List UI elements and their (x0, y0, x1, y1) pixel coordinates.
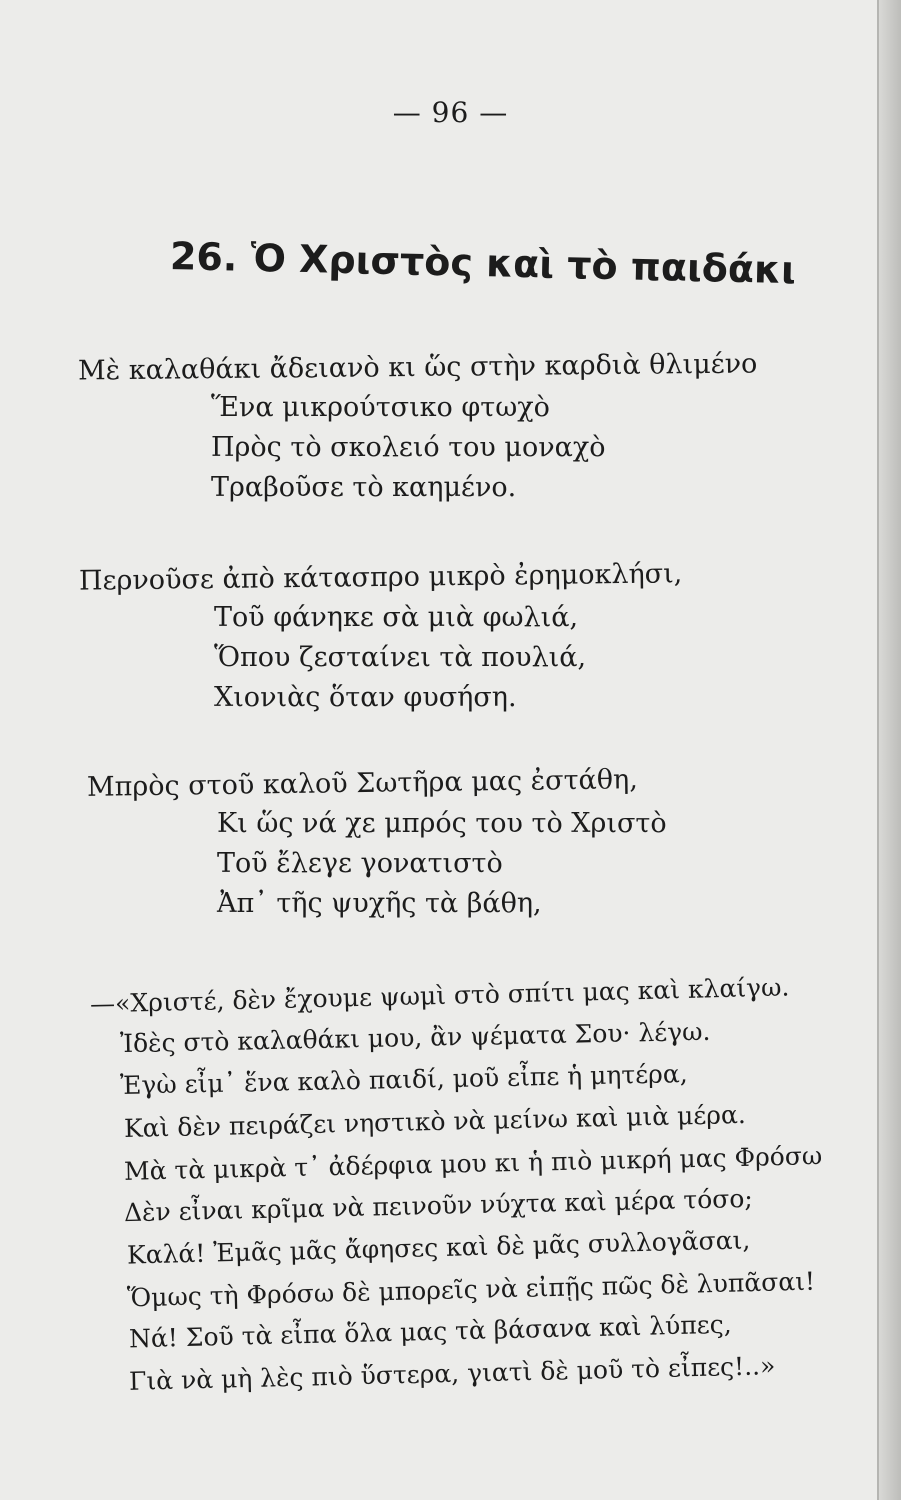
poem-line: Ἀπ᾽ τῆς ψυχῆς τὰ βάθη, (217, 888, 542, 919)
poem-line: Ὅπου ζεσταίνει τὰ πουλιά, (214, 642, 587, 673)
poem-line: Τοῦ φάνηκε σὰ μιὰ φωλιά, (214, 602, 579, 633)
poem-line: Τραβοῦσε τὸ καημένο. (211, 472, 517, 503)
poem-line: Ὅμως τὴ Φρόσω δὲ μπορεῖς νὰ εἰπῇς πῶς δὲ λυπᾶσαι! (126, 1266, 816, 1313)
poem-line: Καλά! Ἐμᾶς μᾶς ἄφησες καὶ δὲ μᾶς συλλογᾶσαι, (126, 1225, 751, 1270)
page-edge-shadow (877, 0, 901, 1500)
poem-line: Καὶ δὲν πειράζει νηστικὸ νὰ μείνω καὶ μιὰ μέρα. (123, 1099, 747, 1144)
poem-line: —«Χριστέ, δὲν ἔχουμε ψωμὶ στὸ σπίτι μας καὶ κλαίγω. (89, 972, 790, 1019)
poem-line: Γιὰ νὰ μὴ λὲς πιὸ ὕστερα, γιατὶ δὲ μοῦ τὸ εἶπες!..» (128, 1351, 776, 1396)
poem-line: Ἰδὲς στὸ καλαθάκι μου, ἂν ψέματα Σου· λέγω. (119, 1016, 711, 1059)
poem-line: Πρὸς τὸ σκολειό του μοναχὸ (211, 432, 606, 463)
poem-line: Μὰ τὰ μικρὰ τ᾽ ἀδέρφια μου κι ἡ πιὸ μικρή μας Φρόσω (123, 1141, 823, 1186)
poem-line: Μπρὸς στοῦ καλοῦ Σωτῆρα μας ἐστάθη, (86, 764, 638, 803)
page-number: — 96 — (392, 96, 509, 129)
poem-line: Χιονιὰς ὅταν φυσήση. (214, 682, 517, 713)
poem-line: Τοῦ ἔλεγε γονατιστὸ (217, 848, 503, 879)
poem-line: Δὲν εἶναι κρῖμα νὰ πεινοῦν νύχτα καὶ μέρα τόσο; (123, 1183, 754, 1228)
poem-line: Κι ὥς νά χε μπρός του τὸ Χριστὸ (217, 808, 667, 839)
poem-line: Περνοῦσε ἀπὸ κάτασπρο μικρὸ ἐρημοκλήσι, (78, 558, 683, 597)
poem-line: Ἕνα μικρούτσικο φτωχὸ (211, 392, 550, 423)
poem-line: Μὲ καλαθάκι ἄδειανὸ κι ὥς στὴν καρδιὰ θλιμένο (77, 348, 758, 387)
poem-title: 26. Ὁ Χριστὸς καὶ τὸ παιδάκι (169, 234, 797, 293)
poem-line: Ἐγὼ εἶμ᾽ ἕνα καλὸ παιδί, μοῦ εἶπε ἡ μητέρα, (119, 1059, 688, 1100)
poem-line: Νά! Σοῦ τὰ εἶπα ὅλα μας τὰ βάσανα καὶ λύπες, (128, 1309, 732, 1354)
